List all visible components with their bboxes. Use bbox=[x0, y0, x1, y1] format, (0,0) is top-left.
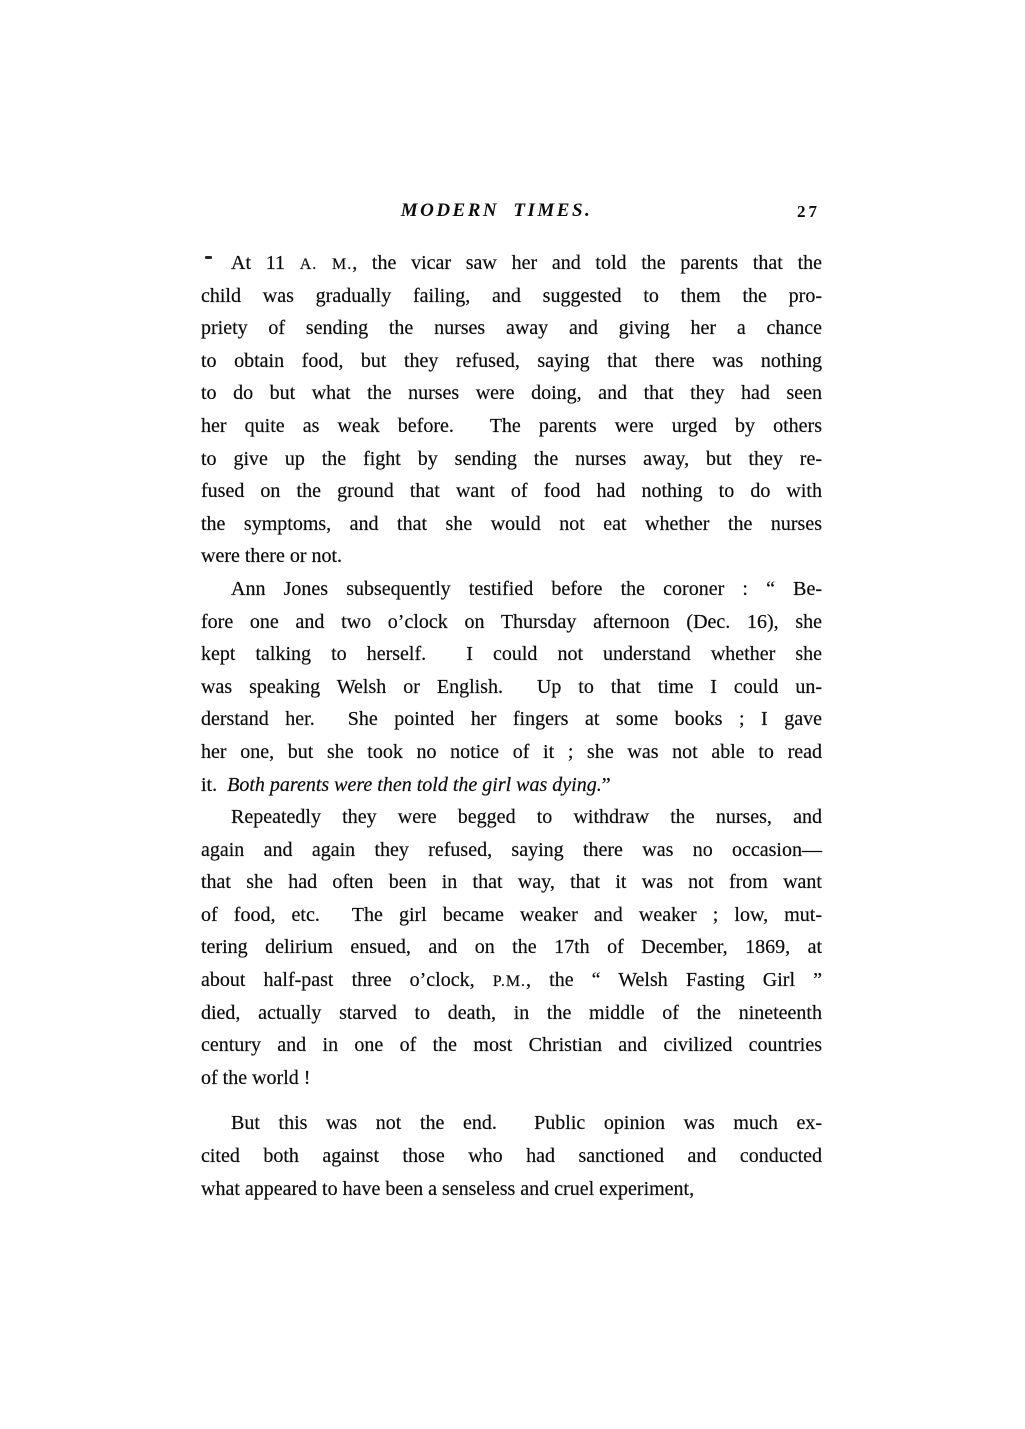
text-run: died, actually starved to death, in the middle of the nineteenth bbox=[201, 1001, 822, 1024]
text-run: priety of sending the nurses away and giving her a chance bbox=[201, 317, 822, 340]
text-line bbox=[201, 899, 822, 932]
text-run: to give up the fight by sending the nurses away, but they re- bbox=[201, 447, 822, 470]
text-line bbox=[201, 638, 822, 671]
paragraph bbox=[201, 247, 822, 573]
text-run: , the vicar saw her and told the parents that the bbox=[352, 252, 823, 274]
text-line bbox=[201, 1062, 822, 1095]
text-line bbox=[201, 508, 822, 541]
text-run: At 11 bbox=[231, 252, 300, 274]
text-line bbox=[201, 540, 822, 573]
text-run: Repeatedly they were begged to withdraw the nurses, and bbox=[231, 806, 822, 829]
text-run: ” bbox=[601, 773, 611, 796]
text-line bbox=[201, 834, 822, 867]
text-line bbox=[201, 801, 822, 834]
text-run: that she had often been in that way, that it was not from want bbox=[201, 871, 822, 894]
italic-text: Both parents were then told the girl was dying. bbox=[227, 773, 602, 796]
text-line bbox=[201, 410, 822, 443]
paragraph bbox=[201, 573, 822, 801]
text-line bbox=[201, 1029, 822, 1062]
text-line bbox=[201, 377, 822, 410]
text-line bbox=[201, 573, 822, 606]
text-run: to obtain food, but they refused, saying that there was nothing bbox=[201, 349, 822, 372]
small-caps-text: P.M. bbox=[492, 973, 527, 991]
page-header bbox=[201, 200, 822, 228]
paragraph bbox=[201, 801, 822, 1094]
text-run: derstand her. She pointed her fingers at some books ; I gave bbox=[201, 708, 822, 731]
text-run: fused on the ground that want of food had nothing to do with bbox=[201, 480, 822, 503]
page-number: 27 bbox=[797, 202, 820, 221]
text-run: Ann Jones subsequently testified before the coroner : “ Be- bbox=[231, 577, 822, 600]
text-line bbox=[201, 606, 822, 639]
text-run: again and again they refused, saying there was no occasion— bbox=[201, 838, 822, 861]
text-line bbox=[201, 443, 822, 476]
text-line bbox=[201, 931, 822, 964]
text-line bbox=[201, 1140, 822, 1173]
small-caps-text: A. M. bbox=[299, 256, 353, 273]
text-run: century and in one of the most Christian and civilized countries bbox=[201, 1034, 822, 1057]
text-run: child was gradually failing, and suggested to them the pro- bbox=[201, 284, 822, 307]
text-run: was speaking Welsh or English. Up to that time I could un- bbox=[201, 675, 822, 698]
text-run: kept talking to herself. I could not understand whether she bbox=[201, 643, 822, 666]
text-run: what appeared to have been a senseless and cruel experiment, bbox=[201, 1177, 695, 1200]
text-run: of food, etc. The girl became weaker and weaker ; low, mut- bbox=[201, 903, 822, 926]
running-title: MODERN TIMES. bbox=[400, 200, 593, 221]
text-line bbox=[201, 280, 822, 313]
text-run: tering delirium ensued, and on the 17th of December, 1869, at bbox=[201, 936, 822, 959]
text-line bbox=[201, 312, 822, 345]
text-line bbox=[201, 345, 822, 378]
text-run: But this was not the end. Public opinion was much ex- bbox=[231, 1112, 822, 1135]
text-run: to do but what the nurses were doing, and that they had seen bbox=[201, 382, 822, 405]
text-line bbox=[201, 1107, 822, 1140]
text-line bbox=[201, 703, 822, 736]
text-line bbox=[201, 964, 822, 997]
text-run: her quite as weak before. The parents were urged by others bbox=[201, 414, 822, 437]
text-line bbox=[201, 769, 822, 802]
text-line bbox=[201, 1173, 822, 1206]
text-run: of the world ! bbox=[201, 1066, 311, 1089]
text-line bbox=[201, 736, 822, 769]
text-run: it. bbox=[201, 773, 228, 796]
text-run: cited both against those who had sanctioned and conducted bbox=[201, 1145, 822, 1168]
text-line bbox=[201, 997, 822, 1030]
text-line bbox=[201, 866, 822, 899]
text-run: about half-past three o’clock, bbox=[201, 969, 493, 992]
text-line bbox=[201, 475, 822, 508]
text-line bbox=[201, 671, 822, 704]
text-block bbox=[201, 247, 822, 1205]
text-run: , the “ Welsh Fasting Girl ” bbox=[526, 969, 822, 992]
text-run: the symptoms, and that she would not eat whether the nurses bbox=[201, 512, 822, 535]
paragraph bbox=[201, 1107, 822, 1205]
text-run: her one, but she took no notice of it ; she was not able to read bbox=[201, 740, 822, 763]
text-line bbox=[201, 247, 822, 280]
text-run: fore one and two o’clock on Thursday afternoon (Dec. 16), she bbox=[201, 610, 822, 633]
text-run: were there or not. bbox=[201, 545, 343, 568]
